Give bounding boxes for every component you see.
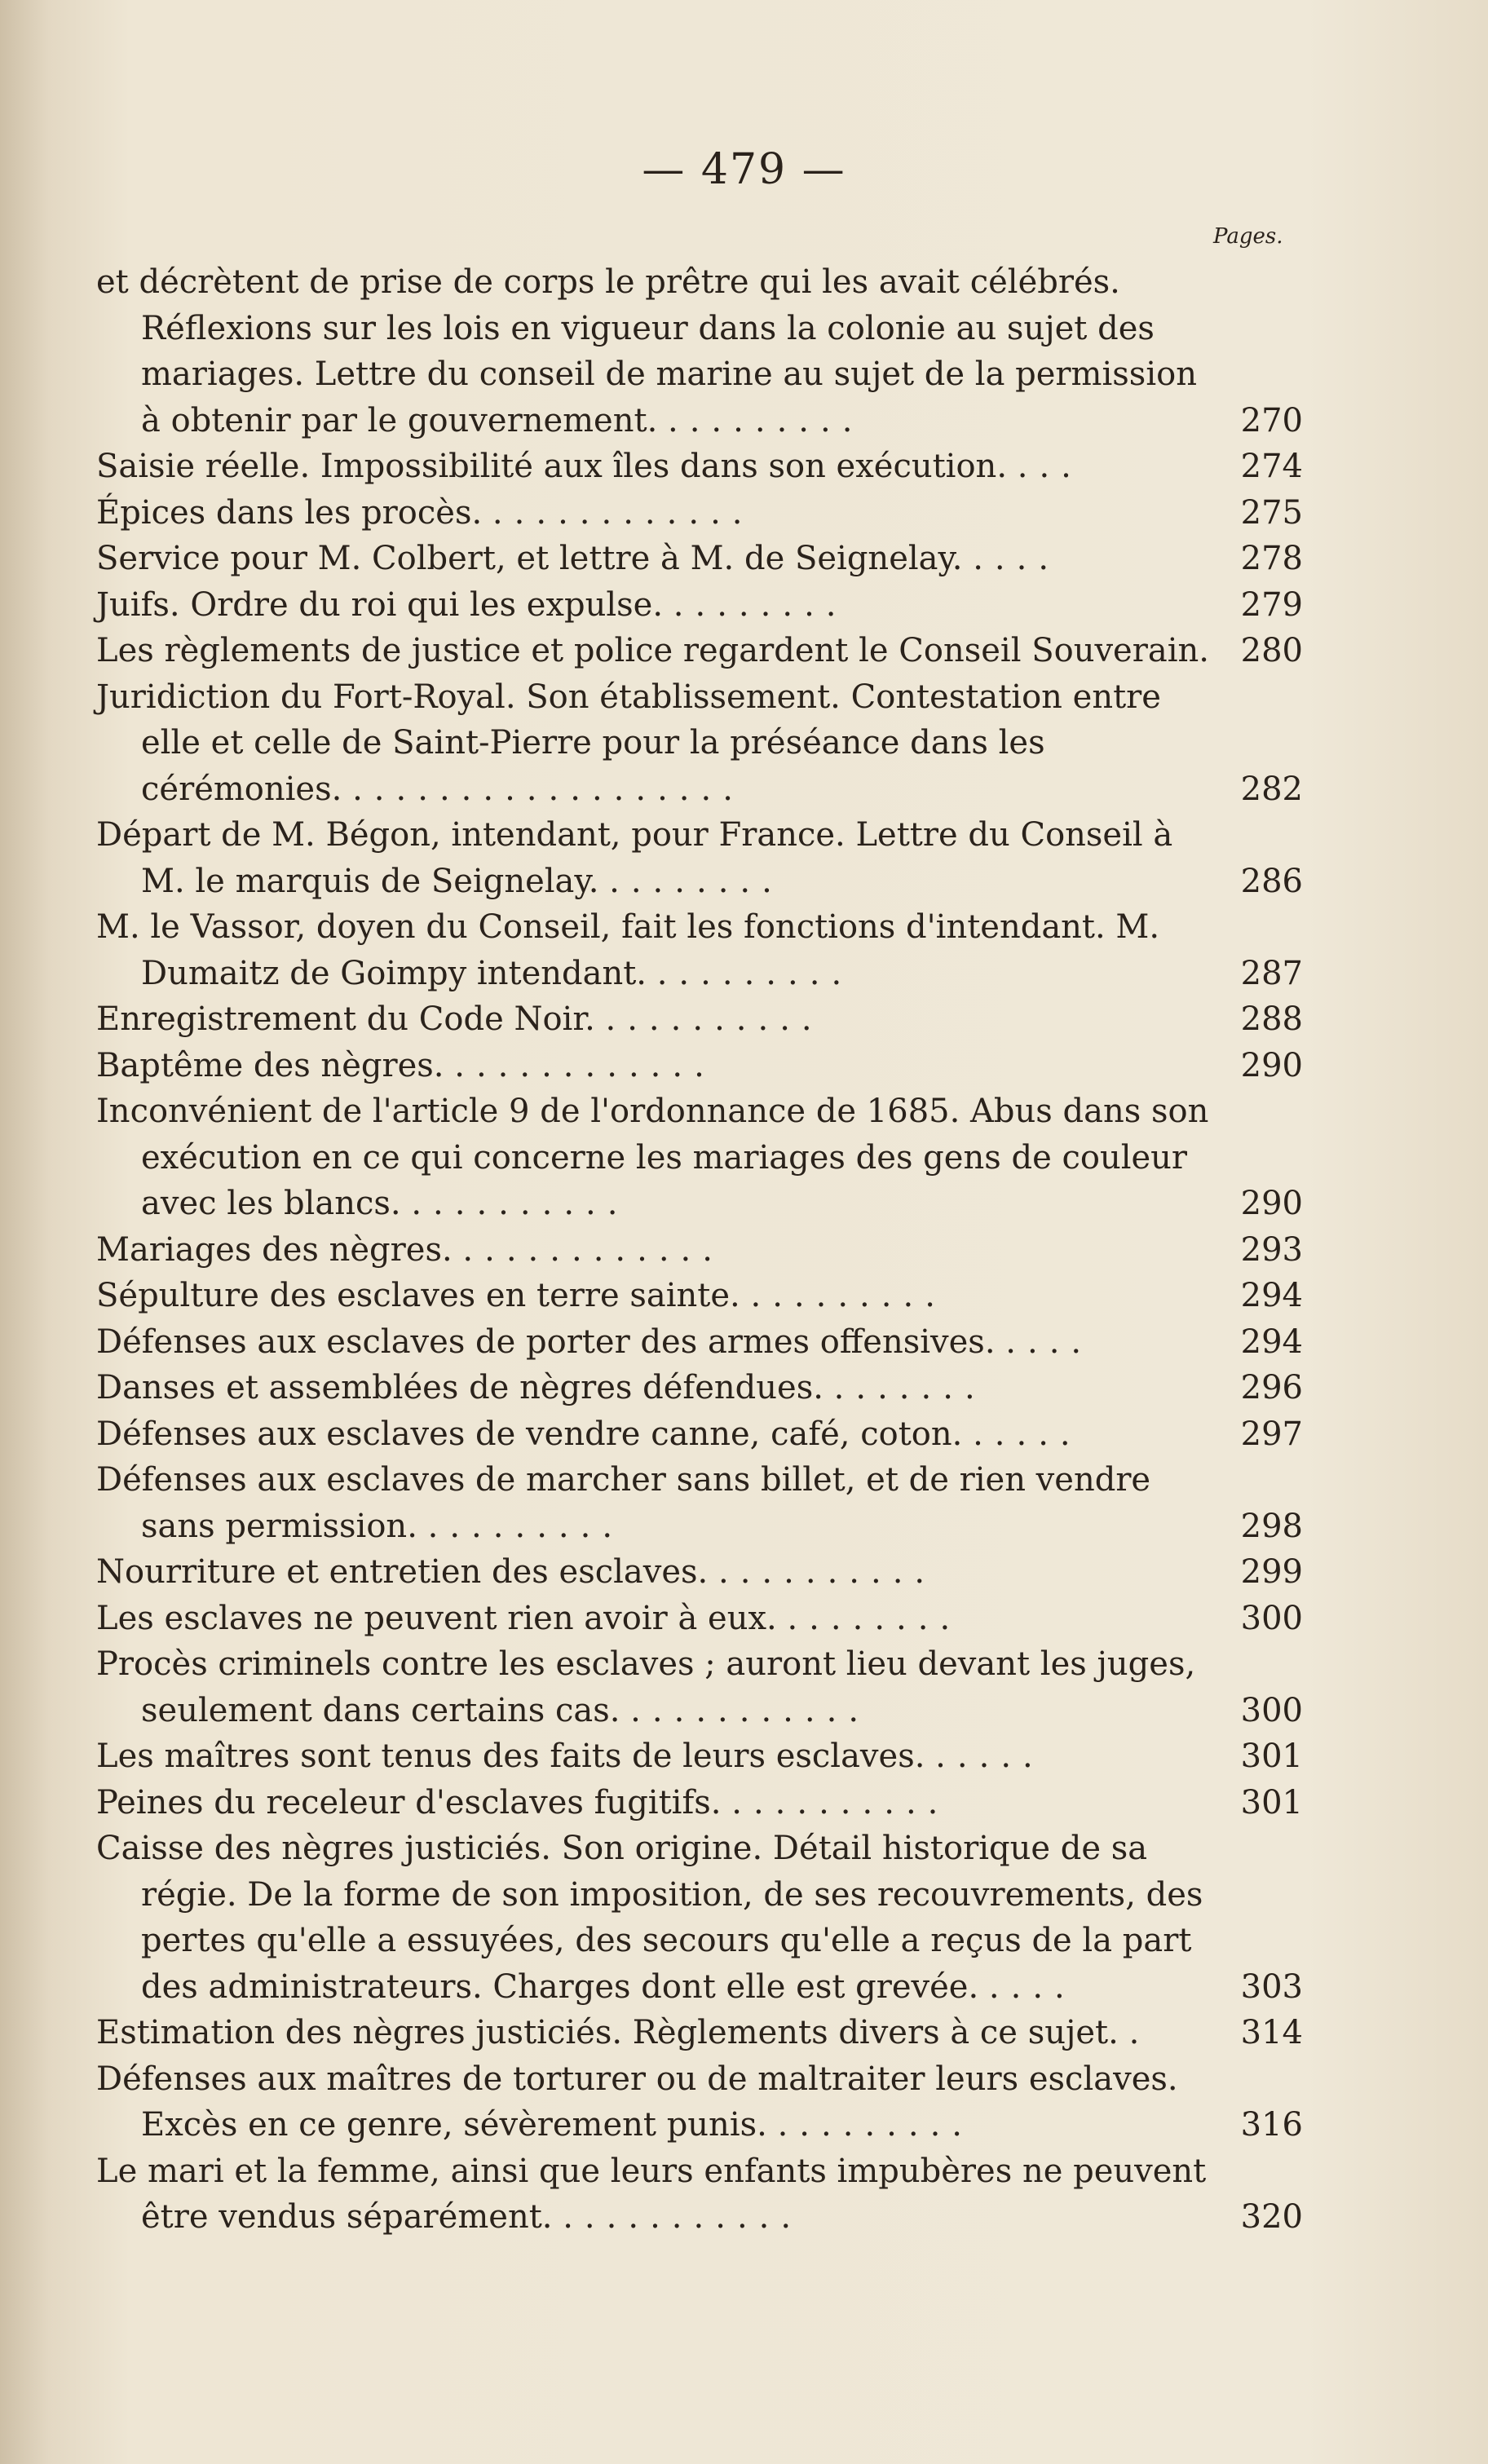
page-ref: 316 bbox=[1240, 2106, 1303, 2144]
toc-entry: Épices dans les procès. ............ 275 bbox=[96, 490, 1303, 537]
page-ref: 290 bbox=[1240, 1185, 1303, 1222]
page-ref: 314 bbox=[1240, 2014, 1303, 2051]
page-ref: 303 bbox=[1240, 1967, 1303, 2006]
table-of-contents bbox=[96, 259, 1303, 2241]
page-ref: 296 bbox=[1240, 1369, 1303, 1406]
toc-entry: et décrètent de prise de corps le prêtre qui les avait célébrés. Réflexions sur les lois en vigueur dans la colonie au sujet des mariages. Lettre du conseil de marine au sujet de la permission à obtenir par le gouvernement. ......... 270 bbox=[96, 259, 1303, 444]
page-ref: 275 bbox=[1240, 493, 1303, 532]
page-ref: 280 bbox=[1240, 632, 1303, 669]
page-ref: 279 bbox=[1240, 585, 1303, 624]
toc-entry: Défenses aux esclaves de porter des armes offensives. .... 294 bbox=[96, 1319, 1303, 1366]
toc-entry: Baptême des nègres. ............ 290 bbox=[96, 1043, 1303, 1089]
toc-entry: Service pour M. Colbert, et lettre à M. de Seignelay. .... 278 bbox=[96, 536, 1303, 582]
page-ref: 298 bbox=[1240, 1507, 1303, 1545]
toc-entry: Sépulture des esclaves en terre sainte. ......... 294 bbox=[96, 1273, 1303, 1319]
toc-entry: Nourriture et entretien des esclaves. .......... 299 bbox=[96, 1549, 1303, 1596]
page-ref: 270 bbox=[1240, 401, 1303, 439]
page-ref: 286 bbox=[1240, 862, 1303, 900]
page-ref: 290 bbox=[1240, 1046, 1303, 1084]
toc-entry: Enregistrement du Code Noir. .......... 288 bbox=[96, 996, 1303, 1043]
toc-entry: Les maîtres sont tenus des faits de leurs esclaves. ..... 301 bbox=[96, 1733, 1303, 1780]
page-ref: 294 bbox=[1240, 1277, 1303, 1314]
toc-entry: Défenses aux maîtres de torturer ou de maltraiter leurs esclaves. Excès en ce genre, sévèrement punis. ......... 316 bbox=[96, 2056, 1303, 2148]
page-number-header: — 479 — bbox=[642, 145, 846, 194]
toc-entry: Peines du receleur d'esclaves fugitifs. .......... 301 bbox=[96, 1780, 1303, 1826]
page-ref: 282 bbox=[1240, 770, 1303, 808]
toc-entry: Les règlements de justice et police regardent le Conseil Souverain. 280 bbox=[96, 628, 1303, 674]
page-ref: 300 bbox=[1240, 1691, 1303, 1729]
page-ref: 297 bbox=[1240, 1415, 1303, 1453]
page-ref: 293 bbox=[1240, 1230, 1303, 1269]
toc-entry: Juifs. Ordre du roi qui les expulse. ........ 279 bbox=[96, 582, 1303, 629]
toc-entry: Le mari et la femme, ainsi que leurs enfants impubères ne peuvent être vendus séparément. ........... 320 bbox=[96, 2148, 1303, 2241]
toc-entry: Procès criminels contre les esclaves ; auront lieu devant les juges, seulement dans certains cas. ........... 300 bbox=[96, 1641, 1303, 1733]
page-ref: 320 bbox=[1240, 2198, 1303, 2236]
toc-entry: Défenses aux esclaves de vendre canne, café, coton. ..... 297 bbox=[96, 1411, 1303, 1458]
toc-entry: Les esclaves ne peuvent rien avoir à eux. ........ 300 bbox=[96, 1596, 1303, 1642]
page-ref: 301 bbox=[1240, 1738, 1303, 1775]
toc-entry: Danses et assemblées de nègres défendues. ....... 296 bbox=[96, 1365, 1303, 1411]
toc-entry: Départ de M. Bégon, intendant, pour France. Lettre du Conseil à M. le marquis de Seignelay. ........ 286 bbox=[96, 812, 1303, 904]
page-ref: 287 bbox=[1240, 954, 1303, 992]
toc-entry: Estimation des nègres justiciés. Règlements divers à ce sujet. . 314 bbox=[96, 2010, 1303, 2056]
toc-entry: Inconvénient de l'article 9 de l'ordonnance de 1685. Abus dans son exécution en ce qui concerne les mariages des gens de couleur avec les blancs. .......... 290 bbox=[96, 1088, 1303, 1227]
toc-entry: Mariages des nègres. ............ 293 bbox=[96, 1227, 1303, 1274]
toc-entry: Caisse des nègres justiciés. Son origine. Détail historique de sa régie. De la forme de son imposition, de ses recouvrements, des pertes qu'elle a essuyées, des secours qu'elle a reçus de la part des administrateurs. Charges dont elle est grevée. .... 303 bbox=[96, 1826, 1303, 2010]
page-ref: 300 bbox=[1240, 1599, 1303, 1637]
toc-entry: Juridiction du Fort-Royal. Son établissement. Contestation entre elle et celle de Saint-Pierre pour la préséance dans les cérémonies. .................. 282 bbox=[96, 674, 1303, 813]
page-ref: 274 bbox=[1240, 448, 1303, 485]
page-ref: 301 bbox=[1240, 1783, 1303, 1822]
pages-column-label: Pages. bbox=[1213, 224, 1283, 249]
toc-entry: M. le Vassor, doyen du Conseil, fait les fonctions d'intendant. M. Dumaitz de Goimpy intendant. ......... 287 bbox=[96, 904, 1303, 996]
page-ref: 299 bbox=[1240, 1553, 1303, 1591]
page-ref: 294 bbox=[1240, 1323, 1303, 1361]
page-ref: 278 bbox=[1240, 540, 1303, 577]
page-ref: 288 bbox=[1240, 1000, 1303, 1038]
toc-entry: Défenses aux esclaves de marcher sans billet, et de rien vendre sans permission. ......... 298 bbox=[96, 1457, 1303, 1549]
toc-entry: Saisie réelle. Impossibilité aux îles dans son exécution. ... 274 bbox=[96, 444, 1303, 490]
